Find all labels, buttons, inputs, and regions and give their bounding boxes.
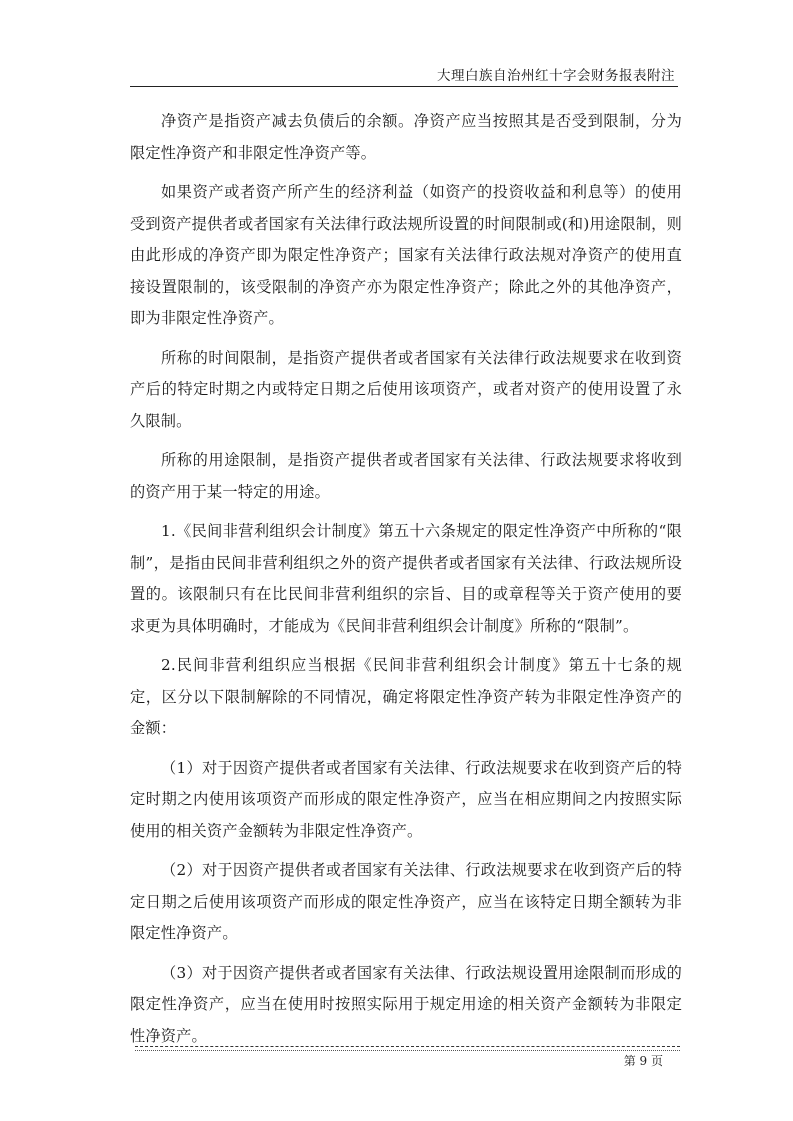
- paragraph-item-1: 1.《民间非营利组织会计制度》第五十六条规定的限定性净资产中所称的“限制”，是指由民间非营利组织之外的资产提供者或者国家有关法律、行政法规所设置的。该限制只有在比民间非营利组织的宗旨、目的或章程等关于资产使用的要求更为具体明确时，才能成为《民间非营利组织会计制度》所称的“限制”。: [130, 522, 682, 635]
- paragraph-item-2: 2.民间非营利组织应当根据《民间非营利组织会计制度》第五十七条的规定，区分以下限制解除的不同情况，确定将限定性净资产转为非限定性净资产的金额：: [130, 656, 682, 737]
- page-number: 第 9 页: [623, 1054, 663, 1068]
- paragraph-time-restriction: 所称的时间限制，是指资产提供者或者国家有关法律行政法规要求在收到资产后的特定时期之内或特定日期之后使用该项资产，或者对资产的使用设置了永久限制。: [130, 348, 682, 430]
- paragraph-purpose-restriction: 所称的用途限制，是指资产提供者或者国家有关法律、行政法规要求将收到的资产用于某一特定的用途。: [130, 451, 682, 501]
- footer-divider-secondary: [135, 1050, 680, 1051]
- paragraph-restricted-net-assets: 如果资产或者资产所产生的经济利益（如资产的投资收益和利息等）的使用受到资产提供者或者国家有关法律行政法规所设置的时间限制或(和)用途限制，则由此形成的净资产即为限定性净资产；国家有关法律行政法规对净资产的使用直接设置限制的，该受限制的净资产亦为限定性净资产；除此之外的其他净资产，即为非限定性净资产。: [130, 183, 682, 327]
- document-body: [130, 106, 682, 1060]
- paragraph-net-assets-definition: 净资产是指资产减去负债后的余额。净资产应当按照其是否受到限制，分为限定性净资产和非限定性净资产等。: [130, 112, 682, 162]
- page-header-title: 大理白族自治州红十字会财务报表附注: [437, 68, 675, 84]
- header-divider: [130, 86, 678, 87]
- paragraph-subitem-2: （2）对于因资产提供者或者国家有关法律、行政法规要求在收到资产后的特定日期之后使用该项资产而形成的限定性净资产，应当在该特定日期全额转为非限定性净资产。: [130, 861, 682, 942]
- footer-divider: [135, 1046, 680, 1047]
- paragraph-subitem-1: （1）对于因资产提供者或者国家有关法律、行政法规要求在收到资产后的特定时期之内使用该项资产而形成的限定性净资产，应当在相应期间之内按照实际使用的相关资产金额转为非限定性净资产。: [130, 758, 682, 840]
- paragraph-subitem-3: （3）对于因资产提供者或者国家有关法律、行政法规设置用途限制而形成的限定性净资产，应当在使用时按照实际用于规定用途的相关资产金额转为非限定性净资产。: [130, 963, 682, 1045]
